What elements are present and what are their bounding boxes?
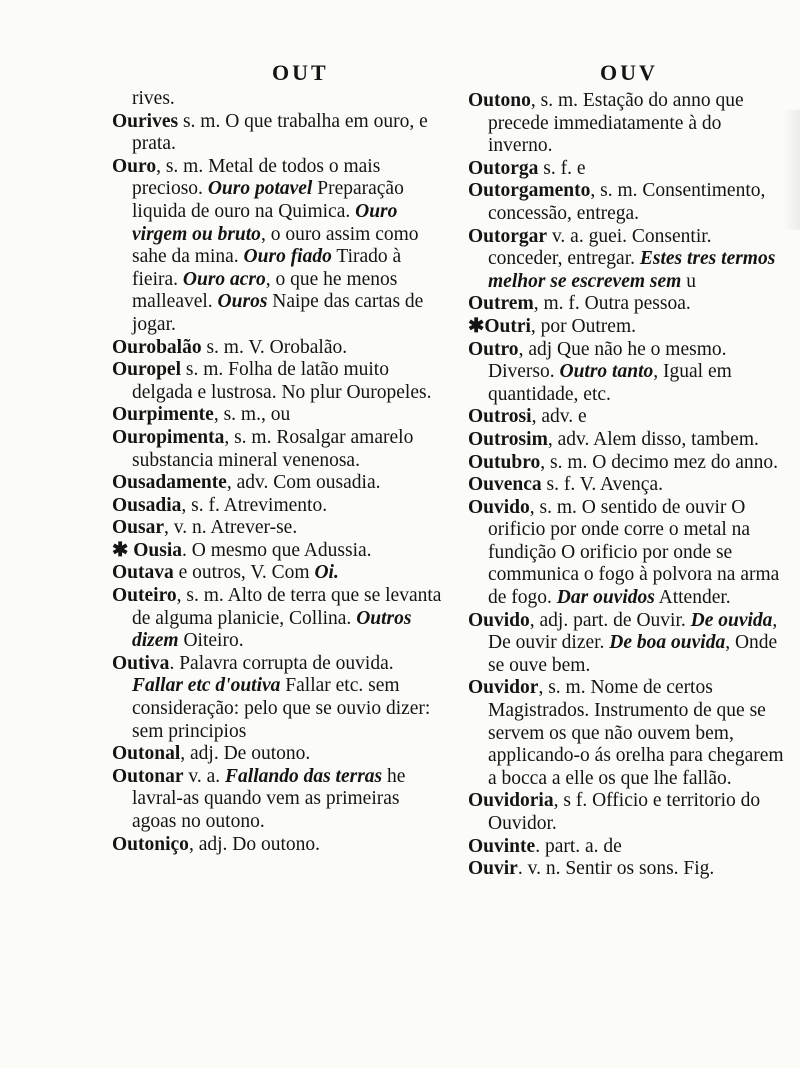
headword: Ouropel xyxy=(112,359,181,381)
example-phrase: Ouro acro xyxy=(182,268,266,290)
definition-text: rives. xyxy=(132,88,175,109)
definition-text: , s. m. O decimo mez do anno. xyxy=(540,451,778,473)
definition-text: , s. m. Rosalgar amarelo substancia mineral venenosa. xyxy=(132,426,414,471)
dictionary-entry xyxy=(468,293,790,316)
definition-text: . part. a. de xyxy=(535,835,622,857)
definition-text: , s. f. Atrevimento. xyxy=(181,494,328,516)
headword: Ousadamente xyxy=(112,472,227,494)
headword: ✱Outri xyxy=(468,315,531,337)
headword: Ousadia xyxy=(112,494,182,516)
definition-text: s. m. O que trabalha em ouro, e prata. xyxy=(132,110,428,155)
headword: ✱ Ousia xyxy=(112,539,182,561)
dictionary-entry xyxy=(468,474,790,497)
headword: Outava xyxy=(112,562,174,584)
example-phrase: Outro tanto xyxy=(559,361,654,383)
dictionary-entry xyxy=(468,836,790,859)
dictionary-entry xyxy=(112,495,447,518)
dictionary-entry xyxy=(112,111,447,156)
definition-text: Fallar etc. sem consideração: pelo que se ouvio dizer: sem principios xyxy=(132,675,431,742)
dictionary-entry xyxy=(112,653,447,743)
example-phrase: Ouro fiado xyxy=(243,246,332,268)
dictionary-entry xyxy=(468,677,790,790)
definition-text: , adj. Do outono. xyxy=(188,833,321,855)
definition-text: , s. m. Nome de certos Magistrados. Instrumento de que se servem os que não ouvem bem, applicando-o ás orelha para chegarem a bocca a elle os que lhe fallão. xyxy=(488,677,784,789)
example-phrase: De ouvida xyxy=(690,609,773,631)
example-phrase: Oi. xyxy=(314,562,339,584)
definition-text: , Igual em quantidade, etc. xyxy=(488,361,732,405)
right-column xyxy=(468,90,790,881)
dictionary-entry xyxy=(112,517,447,540)
headword: Outro xyxy=(468,338,519,360)
definition-text: , o ouro assim como sahe da mina. xyxy=(132,223,419,268)
dictionary-entry xyxy=(468,339,790,407)
dictionary-entry xyxy=(468,158,790,181)
definition-text: v. a. guei. Consentir. conceder, entregar. xyxy=(488,225,712,270)
dictionary-entry xyxy=(468,226,790,294)
running-header-right: OUV xyxy=(600,60,658,85)
headword: Ouropimenta xyxy=(112,426,225,448)
definition-text: , Onde se ouve bem. xyxy=(488,632,778,676)
dictionary-entry xyxy=(112,156,447,337)
definition-text: , v. n. Atrever-se. xyxy=(164,517,298,539)
dictionary-entry xyxy=(468,858,790,881)
headword: Ouvenca xyxy=(468,474,542,496)
headword: Ouvir xyxy=(468,858,518,880)
headword: Ousar xyxy=(112,517,165,539)
example-phrase: Fallando das terras xyxy=(225,765,383,787)
definition-text: , s f. Officio e territorio do Ouvidor. xyxy=(488,790,761,834)
definition-text: , s. m. O sentido de ouvir O orificio por onde corre o metal na fundição O orificio por onde se communica o fogo à polvora na arma de fogo. xyxy=(488,496,780,609)
headword: Ouvinte xyxy=(468,835,536,857)
definition-text: , s. m. Consentimento, concessão, entrega. xyxy=(488,180,766,224)
definition-text: , adv. Alem disso, tambem. xyxy=(547,428,759,450)
example-phrase: Outros dizem xyxy=(132,607,412,652)
dictionary-entry xyxy=(468,497,790,610)
dictionary-entry xyxy=(468,90,790,158)
dictionary-entry xyxy=(468,610,790,678)
dictionary-entry xyxy=(112,562,447,585)
definition-text: v. a. xyxy=(183,765,226,787)
definition-text: Naipe das cartas de jogar. xyxy=(132,291,424,335)
definition-text: , adj. part. de Ouvir. xyxy=(529,609,691,631)
definition-text: he lavral-as quando vem as primeiras agoas no outono. xyxy=(132,765,406,832)
dictionary-entry xyxy=(112,88,447,111)
headword: Outrosi xyxy=(468,406,532,428)
headword: Ouvido xyxy=(468,609,530,631)
dictionary-entry xyxy=(112,834,447,857)
example-phrase: Estes tres termos melhor se escrevem sem xyxy=(488,248,776,292)
headword: Ouvidoria xyxy=(468,790,554,812)
headword: Ouro xyxy=(112,155,157,177)
definition-text: , adv. Com ousadia. xyxy=(226,472,381,494)
headword: Outeiro xyxy=(112,585,177,607)
dictionary-entry xyxy=(112,743,447,766)
example-phrase: Dar ouvidos xyxy=(556,587,655,609)
dictionary-entry xyxy=(468,429,790,452)
definition-text: s. f. V. Avença. xyxy=(541,474,663,496)
dictionary-entry xyxy=(112,472,447,495)
headword: Outoniço xyxy=(112,833,189,855)
definition-text: , o que he menos malleavel. xyxy=(132,268,398,313)
headword: Outorga xyxy=(468,157,539,179)
dictionary-entry xyxy=(112,337,447,360)
definition-text: u xyxy=(681,270,696,292)
definition-text: , por Outrem. xyxy=(530,315,636,337)
headword: Outorgar xyxy=(468,225,548,247)
headword: Ouvidor xyxy=(468,677,539,699)
definition-text: s. m. V. Orobalão. xyxy=(201,336,348,358)
definition-text: , s. m. Metal de todos o mais precioso. xyxy=(132,155,381,200)
dictionary-entry xyxy=(112,404,447,427)
page-edge-shadow xyxy=(782,110,800,230)
dictionary-entry xyxy=(112,427,447,472)
definition-text: , s. m., ou xyxy=(213,404,291,426)
headword: Outrem xyxy=(468,293,534,315)
headword: Outiva xyxy=(112,652,170,674)
definition-text: . v. n. Sentir os sons. Fig. xyxy=(517,858,715,880)
definition-text: , s. m. Alto de terra que se levanta de alguma planicie, Collina. xyxy=(132,585,442,629)
dictionary-entry xyxy=(112,766,447,834)
headword: Ouvido xyxy=(468,496,530,518)
example-phrase: Ouro virgem ou bruto xyxy=(132,200,398,245)
dictionary-entry xyxy=(468,790,790,835)
definition-text: Preparação liquida de ouro na Quimica. xyxy=(132,178,404,222)
example-phrase: Fallar etc d'outiva xyxy=(132,675,281,697)
definition-text: , adj. De outono. xyxy=(180,743,311,765)
example-phrase: Ouros xyxy=(217,291,268,313)
running-header-left: OUT xyxy=(272,60,329,85)
definition-text: . O mesmo que Adussia. xyxy=(181,539,372,561)
definition-text: Oiteiro. xyxy=(178,630,244,652)
definition-text: s. m. Folha de latão muito delgada e lustrosa. No plur Ouropeles. xyxy=(132,359,432,403)
definition-text: . Palavra corrupta de ouvida. xyxy=(169,652,394,674)
definition-text: , m. f. Outra pessoa. xyxy=(533,293,691,315)
definition-text: , adv. e xyxy=(531,406,587,428)
dictionary-entry xyxy=(112,540,447,563)
dictionary-entry xyxy=(468,180,790,225)
headword: Outorgamento xyxy=(468,180,591,202)
dictionary-entry xyxy=(112,585,447,653)
headword: Ourpimente xyxy=(112,404,214,426)
definition-text: Attender. xyxy=(654,587,731,609)
headword: Ourives xyxy=(112,110,179,132)
left-column xyxy=(112,88,447,856)
headword: Outonal xyxy=(112,743,181,765)
headword: Outubro xyxy=(468,451,541,473)
definition-text: , adj Que não he o mesmo. Diverso. xyxy=(488,338,727,383)
dictionary-entry xyxy=(468,316,790,339)
definition-text: e outros, V. Com xyxy=(173,562,315,584)
example-phrase: Ouro potavel xyxy=(207,178,313,200)
definition-text: , s. m. Estação do anno que precede immediatamente à do inverno. xyxy=(488,90,744,157)
definition-text: s. f. e xyxy=(538,157,586,179)
headword: Outono xyxy=(468,90,531,111)
example-phrase: De boa ouvida xyxy=(609,632,726,654)
headword: Outonar xyxy=(112,765,184,787)
headword: Outrosim xyxy=(468,428,548,450)
dictionary-entry xyxy=(112,359,447,404)
headword: Ourobalão xyxy=(112,336,202,358)
dictionary-entry xyxy=(468,452,790,475)
definition-text: Tirado à fieira. xyxy=(132,246,402,290)
dictionary-entry xyxy=(468,406,790,429)
definition-text: , De ouvir dizer. xyxy=(488,609,778,654)
